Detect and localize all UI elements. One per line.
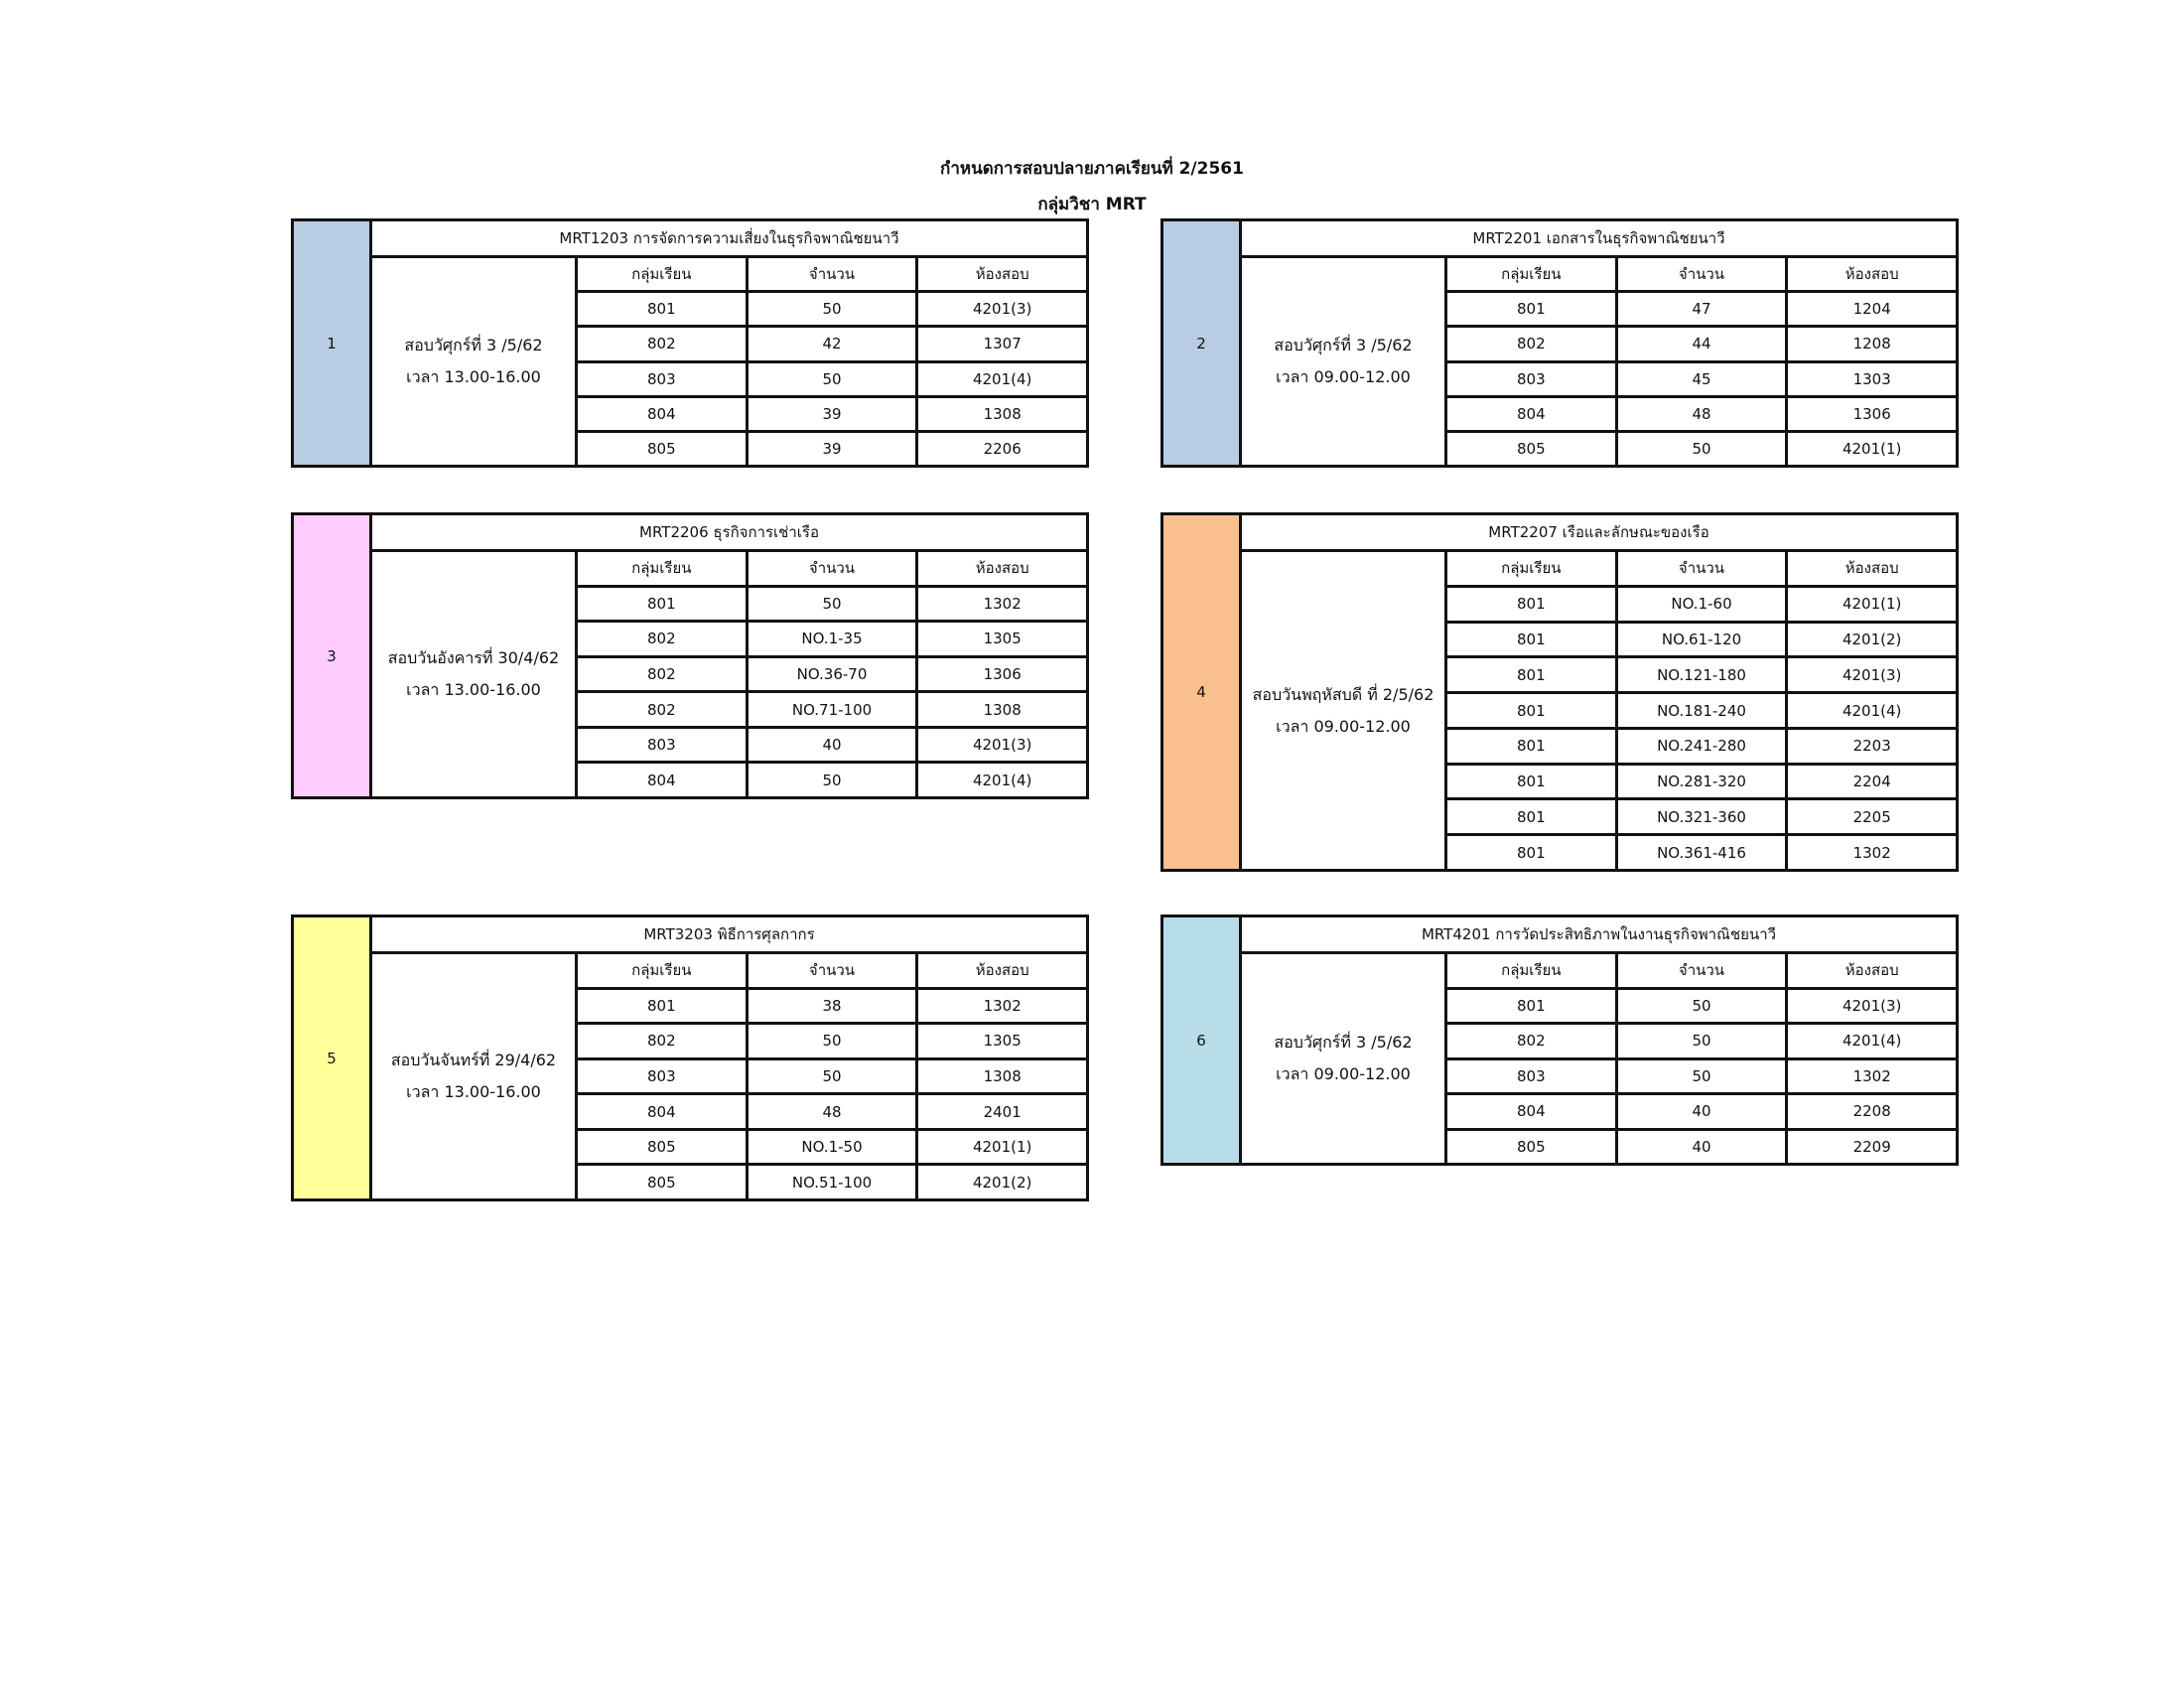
table-cell: 802 [1447, 328, 1618, 359]
table-cell: NO.281-320 [1618, 766, 1789, 798]
table-cell: NO.51-100 [749, 1166, 919, 1198]
course-title: MRT2206 ธุรกิจการเช่าเรือ [372, 515, 1086, 552]
table-cell: 802 [578, 1025, 749, 1057]
table-header-row [1447, 552, 1956, 588]
table-header-row [1447, 258, 1956, 293]
table-cell: 50 [749, 588, 919, 621]
page-subtitle: กลุ่มวิชา MRT [1037, 195, 1147, 214]
table-cell: 1208 [1852, 335, 1891, 353]
table-row [578, 658, 1086, 694]
table-row [1447, 766, 1956, 801]
table-cell: 803 [1447, 363, 1618, 395]
table-cell: NO.241-280 [1618, 730, 1789, 763]
table-row [578, 623, 1086, 658]
course-title: MRT2207 เรือและลักษณะของเรือ [1242, 515, 1956, 552]
table-header-row [578, 954, 1086, 990]
exam-time: เวลา 13.00-16.00 [406, 367, 541, 386]
table-row [1447, 658, 1956, 694]
exam-date: สอบวันอังคารที่ 30/4/62 [387, 648, 560, 667]
table-cell: NO.1-50 [749, 1131, 919, 1164]
schedule-grid [372, 552, 1086, 796]
table-cell: 50 [1618, 433, 1789, 465]
table-cell: NO.61-120 [1618, 624, 1789, 656]
table-cell: 4201(3) [1842, 996, 1902, 1015]
course-title: MRT1203 การจัดการความเสี่ยงในธุรกิจพาณิชยนาวี [372, 221, 1086, 258]
table-cell: 801 [578, 293, 749, 325]
table-cell: 4201(4) [1842, 701, 1902, 720]
exam-datetime [372, 258, 578, 465]
column-header: จำนวน [1618, 552, 1789, 585]
table-row [1447, 433, 1956, 465]
table-cell: NO.121-180 [1618, 658, 1789, 691]
table-cell: 50 [1618, 1060, 1789, 1093]
table-row [1447, 624, 1956, 659]
table-row [578, 693, 1086, 729]
table-cell: 4201(4) [972, 369, 1032, 388]
schedule-grid [1242, 552, 1956, 869]
room-table [1447, 552, 1956, 869]
table-cell: 1302 [983, 594, 1022, 613]
table-cell: NO.361-416 [1618, 836, 1789, 869]
exam-time: เวลา 09.00-12.00 [1276, 367, 1411, 386]
table-cell: NO.36-70 [749, 658, 919, 691]
table-cell: 1308 [983, 700, 1022, 719]
table-cell: 803 [1447, 1060, 1618, 1093]
block-number: 6 [1163, 917, 1242, 1163]
table-cell: 4201(2) [1842, 630, 1902, 648]
table-header-row [1447, 954, 1956, 990]
table-cell: 804 [578, 764, 749, 796]
exam-block-2 [1160, 218, 1959, 468]
table-cell: 1305 [983, 630, 1022, 648]
table-cell: 802 [578, 623, 749, 655]
table-cell: 50 [749, 764, 919, 796]
table-row [1447, 363, 1956, 398]
table-cell: 50 [749, 1060, 919, 1093]
table-cell: 39 [749, 433, 919, 465]
table-row [578, 1131, 1086, 1167]
table-cell: 801 [1447, 624, 1618, 656]
course-title: MRT4201 การวัดประสิทธิภาพในงานธุรกิจพาณิชยนาวี [1242, 917, 1956, 954]
table-row [1447, 1095, 1956, 1131]
block-number: 3 [294, 515, 372, 796]
table-header-row [578, 258, 1086, 293]
column-header: ห้องสอบ [1844, 265, 1899, 284]
table-cell: 801 [1447, 694, 1618, 727]
exam-date: สอบวันพฤหัสบดี ที่ 2/5/62 [1252, 684, 1434, 704]
table-cell: 1306 [983, 665, 1022, 684]
table-cell: 805 [578, 433, 749, 465]
table-cell: 2208 [1852, 1102, 1891, 1121]
room-table [1447, 954, 1956, 1163]
table-cell: 1307 [983, 335, 1022, 353]
table-row [578, 729, 1086, 765]
table-cell: 4201(1) [972, 1138, 1032, 1157]
table-cell: 1308 [983, 404, 1022, 423]
table-cell: 802 [578, 658, 749, 691]
table-cell: 4201(3) [1842, 665, 1902, 684]
table-cell: 42 [749, 328, 919, 359]
table-row [1447, 694, 1956, 730]
schedule-grid [1242, 954, 1956, 1163]
exam-datetime [1242, 258, 1447, 465]
table-cell: 4201(3) [972, 736, 1032, 755]
exam-date: สอบวัศุกร์ที่ 3 /5/62 [404, 336, 543, 354]
table-cell: 801 [1447, 588, 1618, 621]
exam-datetime [372, 552, 578, 796]
table-cell: 4201(1) [1842, 595, 1902, 614]
block-body [372, 221, 1086, 465]
table-cell: 4201(4) [1842, 1032, 1902, 1051]
table-cell: 804 [1447, 1095, 1618, 1128]
table-cell: 4201(3) [972, 300, 1032, 319]
table-row [578, 1025, 1086, 1060]
table-row [578, 1166, 1086, 1198]
table-cell: 801 [1447, 836, 1618, 869]
table-cell: 40 [1618, 1095, 1789, 1128]
table-cell: NO.71-100 [749, 693, 919, 726]
table-cell: 801 [1447, 293, 1618, 325]
table-cell: 45 [1618, 363, 1789, 395]
table-cell: 2401 [983, 1102, 1022, 1121]
table-cell: 47 [1618, 293, 1789, 325]
column-header: ห้องสอบ [975, 961, 1029, 980]
table-row [578, 328, 1086, 362]
table-row [1447, 730, 1956, 766]
table-row [578, 433, 1086, 465]
table-row [1447, 293, 1956, 328]
table-row [578, 990, 1086, 1026]
table-cell: 801 [1447, 990, 1618, 1023]
table-row [578, 764, 1086, 796]
exam-datetime [372, 954, 578, 1198]
column-header: ห้องสอบ [1844, 559, 1899, 578]
exam-datetime [1242, 954, 1447, 1163]
table-row [1447, 1131, 1956, 1164]
table-row [1447, 1025, 1956, 1060]
table-cell: 803 [578, 1060, 749, 1093]
table-cell: 803 [578, 729, 749, 762]
table-cell: 1308 [983, 1067, 1022, 1086]
table-cell: 44 [1618, 328, 1789, 359]
table-cell: 801 [1447, 766, 1618, 798]
block-number: 5 [294, 917, 372, 1198]
table-row [1447, 398, 1956, 433]
table-cell: 801 [1447, 730, 1618, 763]
table-cell: 50 [1618, 990, 1789, 1023]
table-cell: 802 [1447, 1025, 1618, 1057]
table-header-row [578, 552, 1086, 588]
table-cell: 804 [578, 398, 749, 430]
column-header: กลุ่มเรียน [1447, 258, 1618, 290]
column-header: กลุ่มเรียน [578, 954, 749, 987]
column-header: ห้องสอบ [1844, 961, 1899, 980]
column-header: จำนวน [749, 552, 919, 585]
table-cell: NO.321-360 [1618, 800, 1789, 833]
column-header: ห้องสอบ [975, 559, 1029, 578]
exam-date: สอบวัศุกร์ที่ 3 /5/62 [1274, 336, 1413, 354]
table-cell: 4201(1) [1842, 439, 1902, 458]
exam-block-1 [291, 218, 1089, 468]
exam-time: เวลา 13.00-16.00 [406, 680, 541, 699]
table-cell: 1204 [1852, 300, 1891, 319]
block-body [1242, 221, 1956, 465]
block-body [1242, 515, 1956, 869]
table-row [1447, 1060, 1956, 1096]
table-cell: 48 [749, 1095, 919, 1128]
course-title: MRT2201 เอกสารในธุรกิจพาณิชยนาวี [1242, 221, 1956, 258]
table-cell: 804 [1447, 398, 1618, 430]
table-cell: 2203 [1852, 737, 1891, 756]
exam-time: เวลา 09.00-12.00 [1276, 716, 1411, 736]
table-row [1447, 990, 1956, 1026]
table-row [578, 1060, 1086, 1096]
table-cell: 4201(2) [972, 1173, 1032, 1192]
table-cell: 1305 [983, 1032, 1022, 1051]
table-cell: NO.1-35 [749, 623, 919, 655]
table-cell: 802 [578, 693, 749, 726]
table-cell: 804 [578, 1095, 749, 1128]
table-cell: 48 [1618, 398, 1789, 430]
table-cell: 40 [749, 729, 919, 762]
exam-datetime [1242, 552, 1447, 869]
table-cell: NO.181-240 [1618, 694, 1789, 727]
table-row [1447, 800, 1956, 836]
column-header: ห้องสอบ [975, 265, 1029, 284]
table-cell: 50 [749, 1025, 919, 1057]
table-row [578, 1095, 1086, 1131]
column-header: จำนวน [1618, 954, 1789, 987]
exam-time: เวลา 09.00-12.00 [1276, 1064, 1411, 1083]
table-row [578, 293, 1086, 328]
table-cell: 805 [1447, 433, 1618, 465]
table-cell: 40 [1618, 1131, 1789, 1164]
table-cell: 4201(4) [972, 771, 1032, 789]
table-cell: 50 [749, 293, 919, 325]
column-header: จำนวน [749, 954, 919, 987]
table-row [578, 363, 1086, 398]
exam-time: เวลา 13.00-16.00 [406, 1082, 541, 1101]
schedule-grid [372, 954, 1086, 1198]
table-cell: 2205 [1852, 807, 1891, 826]
table-cell: 2206 [983, 439, 1022, 458]
table-cell: 38 [749, 990, 919, 1023]
schedule-grid [1242, 258, 1956, 465]
table-cell: 50 [1618, 1025, 1789, 1057]
block-number: 4 [1163, 515, 1242, 869]
column-header: กลุ่มเรียน [1447, 954, 1618, 987]
block-body [372, 917, 1086, 1198]
table-cell: 2204 [1852, 773, 1891, 791]
table-cell: 1302 [983, 996, 1022, 1015]
table-cell: 805 [1447, 1131, 1618, 1164]
room-table [578, 954, 1086, 1198]
block-number: 1 [294, 221, 372, 465]
room-table [578, 552, 1086, 796]
table-row [578, 398, 1086, 433]
course-title: MRT3203 พิธีการศุลกากร [372, 917, 1086, 954]
exam-block-5 [291, 914, 1089, 1201]
table-cell: 805 [578, 1131, 749, 1164]
table-cell: 802 [578, 328, 749, 359]
table-cell: 1302 [1852, 1066, 1891, 1085]
table-row [1447, 328, 1956, 362]
table-cell: 1302 [1852, 843, 1891, 862]
table-cell: 50 [749, 363, 919, 395]
table-cell: 2209 [1852, 1137, 1891, 1156]
table-cell: 39 [749, 398, 919, 430]
table-cell: 801 [578, 990, 749, 1023]
column-header: กลุ่มเรียน [1447, 552, 1618, 585]
room-table [578, 258, 1086, 465]
table-row [578, 588, 1086, 624]
block-number: 2 [1163, 221, 1242, 465]
column-header: จำนวน [1618, 258, 1789, 290]
table-cell: 805 [578, 1166, 749, 1198]
table-cell: 801 [578, 588, 749, 621]
block-body [372, 515, 1086, 796]
exam-block-3 [291, 512, 1089, 799]
block-body [1242, 917, 1956, 1163]
schedule-grid [372, 258, 1086, 465]
exam-date: สอบวันจันทร์ที่ 29/4/62 [390, 1051, 557, 1069]
column-header: กลุ่มเรียน [578, 552, 749, 585]
table-cell: 803 [578, 363, 749, 395]
table-row [1447, 836, 1956, 869]
exam-block-4 [1160, 512, 1959, 872]
column-header: กลุ่มเรียน [578, 258, 749, 290]
column-header: จำนวน [749, 258, 919, 290]
exam-date: สอบวัศุกร์ที่ 3 /5/62 [1274, 1033, 1413, 1052]
table-cell: 801 [1447, 800, 1618, 833]
table-cell: NO.1-60 [1618, 588, 1789, 621]
room-table [1447, 258, 1956, 465]
table-cell: 1306 [1852, 404, 1891, 423]
table-row [1447, 588, 1956, 624]
table-cell: 1303 [1852, 369, 1891, 388]
page-title: กำหนดการสอบปลายภาคเรียนที่ 2/2561 [940, 159, 1244, 179]
exam-block-6 [1160, 914, 1959, 1166]
table-cell: 801 [1447, 658, 1618, 691]
